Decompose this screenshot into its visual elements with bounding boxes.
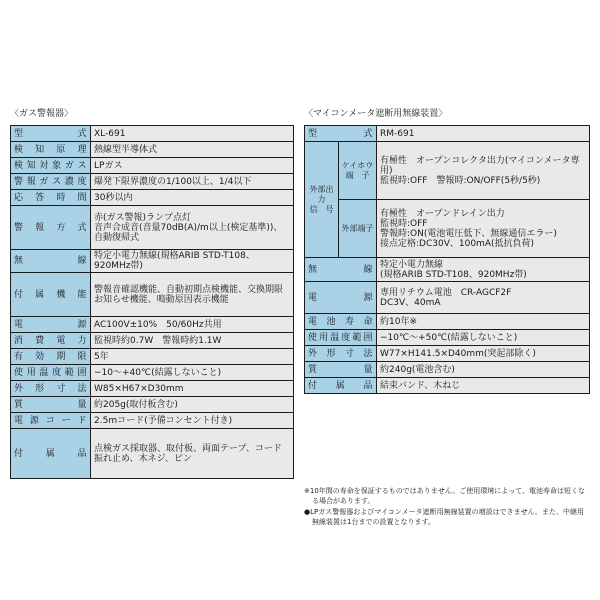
- spec-row: [11, 349, 294, 365]
- spec-label: 質 量: [11, 397, 91, 413]
- spec-value: 爆発下限界濃度の1/100以上、1/4以下: [91, 174, 294, 190]
- spec-value: RM-691: [377, 126, 590, 142]
- spec-value: 専用リチウム電池 CR-AGCF2F DC3V、40mA: [377, 282, 590, 314]
- spec-label: 付 属 品: [305, 378, 377, 394]
- spec-row: [11, 365, 294, 381]
- spec-row: [305, 362, 590, 378]
- spec-row: [11, 397, 294, 413]
- note-battery-life: ※10年間の寿命を保証するものではありません。ご使用環境によって、電池寿命は短くなる場合があります。: [304, 487, 586, 505]
- spec-value: 約10年※: [377, 314, 590, 330]
- wireless-device-spec-table: [304, 125, 590, 394]
- spec-label: 電 源: [11, 317, 91, 333]
- spec-row: [11, 250, 294, 273]
- spec-label: 型 式: [11, 126, 91, 142]
- spec-row: [11, 174, 294, 190]
- external-output-signal-label: 外部出力 信 号: [305, 142, 339, 258]
- spec-row: [305, 330, 590, 346]
- spec-label: 付属機能: [11, 273, 91, 317]
- gas-alarm-terminal-value: 有極性 オープンコレクタ出力(マイコンメータ専用) 監視時:OFF 警報時:ON/OFF(5秒/5秒): [377, 142, 590, 200]
- note-installation: ●LPガス警報器およびマイコンメータ遮断用無線装置の増設はできません。また、中継用無線装置は1台までの設置となります。: [304, 508, 585, 526]
- spec-value: −10℃〜+50℃(結露しないこと): [377, 330, 590, 346]
- spec-value: W77×H141.5×D40mm(突起部除く): [377, 346, 590, 362]
- spec-row: [11, 273, 294, 317]
- spec-row-gas-alarm-terminal: [305, 142, 590, 200]
- spec-label: 警報ガス濃度: [11, 174, 91, 190]
- spec-value: 特定小電力無線(規格ARIB STD-T108、920MHz帯): [91, 250, 294, 273]
- spec-value: LPガス: [91, 158, 294, 174]
- spec-row: [11, 429, 294, 479]
- spec-value: 特定小電力無線 (規格ARIB STD-T108、920MHz帯): [377, 258, 590, 282]
- spec-value: W85×H67×D30mm: [91, 381, 294, 397]
- external-terminal-label: 外部端子: [339, 200, 377, 258]
- spec-label: 型 式: [305, 126, 377, 142]
- spec-row-external-terminal: [305, 200, 590, 258]
- spec-value: −10〜+40℃(結露しないこと): [91, 365, 294, 381]
- spec-label: 検知原理: [11, 142, 91, 158]
- spec-value: 約205g(取付板含む): [91, 397, 294, 413]
- spec-value: 赤(ガス警報)ランプ点灯 音声合成音(音量70dB(A)/m以上(検定基準))、自動復帰式: [91, 206, 294, 250]
- spec-row: [305, 282, 590, 314]
- gas-alarm-caption: 〈ガス警報器〉: [10, 109, 74, 119]
- external-terminal-value: 有極性 オープンドレイン出力 監視時:OFF 警報時:ON(電池電圧低下、無線通信エラー) 接点定格:DC30V、100mA(抵抗負荷): [377, 200, 590, 258]
- spec-value: AC100V±10% 50/60Hz共用: [91, 317, 294, 333]
- spec-value: 結束バンド、木ねじ: [377, 378, 590, 394]
- spec-row: [11, 126, 294, 142]
- spec-value: 約240g(電池含む): [377, 362, 590, 378]
- spec-value: 熱線型半導体式: [91, 142, 294, 158]
- spec-label: 電池寿命: [305, 314, 377, 330]
- spec-label: 応答時間: [11, 190, 91, 206]
- spec-label: 電 源: [305, 282, 377, 314]
- spec-value: XL-691: [91, 126, 294, 142]
- spec-row: [11, 190, 294, 206]
- spec-label: 有効期限: [11, 349, 91, 365]
- spec-label: 無 線: [305, 258, 377, 282]
- gas-alarm-terminal-label: ケイホウ 端 子: [339, 142, 377, 200]
- spec-label: 付 属 品: [11, 429, 91, 479]
- spec-label: 警報方式: [11, 206, 91, 250]
- spec-value: 警報音確認機能、自動初期点検機能、交換期限お知らせ機能、鳴動原因表示機能: [91, 273, 294, 317]
- spec-row: [11, 317, 294, 333]
- spec-label: 消費電力: [11, 333, 91, 349]
- spec-label: 外形寸法: [305, 346, 377, 362]
- spec-row: [11, 381, 294, 397]
- spec-value: 監視時約0.7W 警報時約1.1W: [91, 333, 294, 349]
- spec-row: [305, 258, 590, 282]
- spec-label: 検知対象ガス: [11, 158, 91, 174]
- spec-label: 使用温度範囲: [305, 330, 377, 346]
- spec-label: 電源コード: [11, 413, 91, 429]
- spec-row: [11, 206, 294, 250]
- spec-label: 外形寸法: [11, 381, 91, 397]
- notes: [304, 486, 590, 528]
- wireless-device-caption: 〈マイコンメータ遮断用無線装置〉: [304, 109, 448, 119]
- spec-value: 点検ガス採取器、取付板、両面テープ、コード振れ止め、木ネジ、ピン: [91, 429, 294, 479]
- spec-row-model: [305, 126, 590, 142]
- gas-alarm-spec-table: [10, 125, 294, 479]
- spec-row: [305, 314, 590, 330]
- spec-row: [11, 413, 294, 429]
- spec-row: [11, 333, 294, 349]
- spec-label: 質 量: [305, 362, 377, 378]
- spec-value: 2.5mコード(予備コンセント付き): [91, 413, 294, 429]
- spec-row: [11, 142, 294, 158]
- spec-row: [305, 378, 590, 394]
- spec-row: [11, 158, 294, 174]
- spec-row: [305, 346, 590, 362]
- spec-label: 使用温度範囲: [11, 365, 91, 381]
- spec-value: 30秒以内: [91, 190, 294, 206]
- spec-label: 無 線: [11, 250, 91, 273]
- spec-value: 5年: [91, 349, 294, 365]
